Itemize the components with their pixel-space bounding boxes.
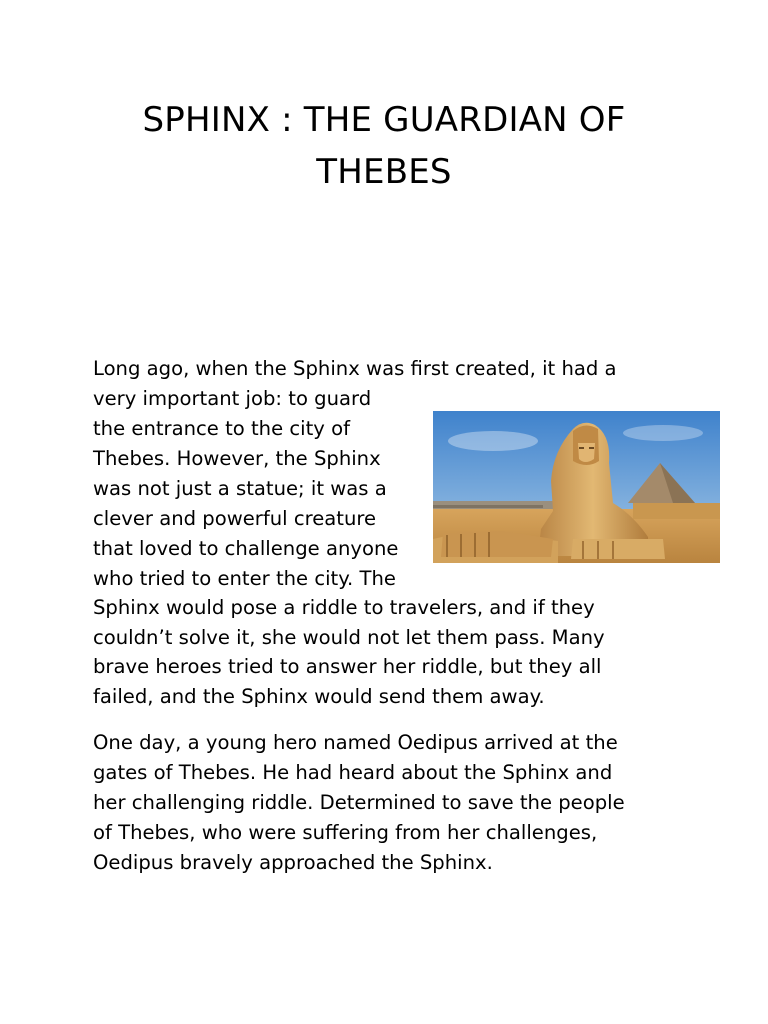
paragraph-line: very important job: to guard bbox=[93, 387, 372, 410]
paragraph-line: One day, a young hero named Oedipus arrived at the bbox=[93, 731, 618, 754]
paragraph-line: clever and powerful creature bbox=[93, 507, 377, 530]
title-line-2: THEBES bbox=[316, 152, 452, 192]
paragraph-line: brave heroes tried to answer her riddle, but they all bbox=[93, 655, 602, 678]
paragraph-line: couldn’t solve it, she would not let them pass. Many bbox=[93, 626, 605, 649]
paragraph-line: Oedipus bravely approached the Sphinx. bbox=[93, 851, 493, 874]
paragraph-line: Long ago, when the Sphinx was first created, it had a bbox=[93, 357, 617, 380]
paragraph-line: of Thebes, who were suffering from her challenges, bbox=[93, 821, 598, 844]
paragraph-line: Sphinx would pose a riddle to travelers, and if they bbox=[93, 596, 595, 619]
paragraph-line: was not just a statue; it was a bbox=[93, 477, 387, 500]
paragraph-line: gates of Thebes. He had heard about the Sphinx and bbox=[93, 761, 613, 784]
document-title bbox=[60, 94, 708, 198]
paragraph-line: Thebes. However, the Sphinx bbox=[93, 447, 381, 470]
paragraph-line: her challenging riddle. Determined to save the people bbox=[93, 791, 625, 814]
paragraph-line: the entrance to the city of bbox=[93, 417, 350, 440]
title-line-1: SPHINX : THE GUARDIAN OF bbox=[142, 100, 626, 140]
paragraph-line: who tried to enter the city. The bbox=[93, 567, 396, 590]
sphinx-image bbox=[433, 411, 720, 563]
paragraph-line: that loved to challenge anyone bbox=[93, 537, 399, 560]
paragraph-line: failed, and the Sphinx would send them away. bbox=[93, 685, 545, 708]
